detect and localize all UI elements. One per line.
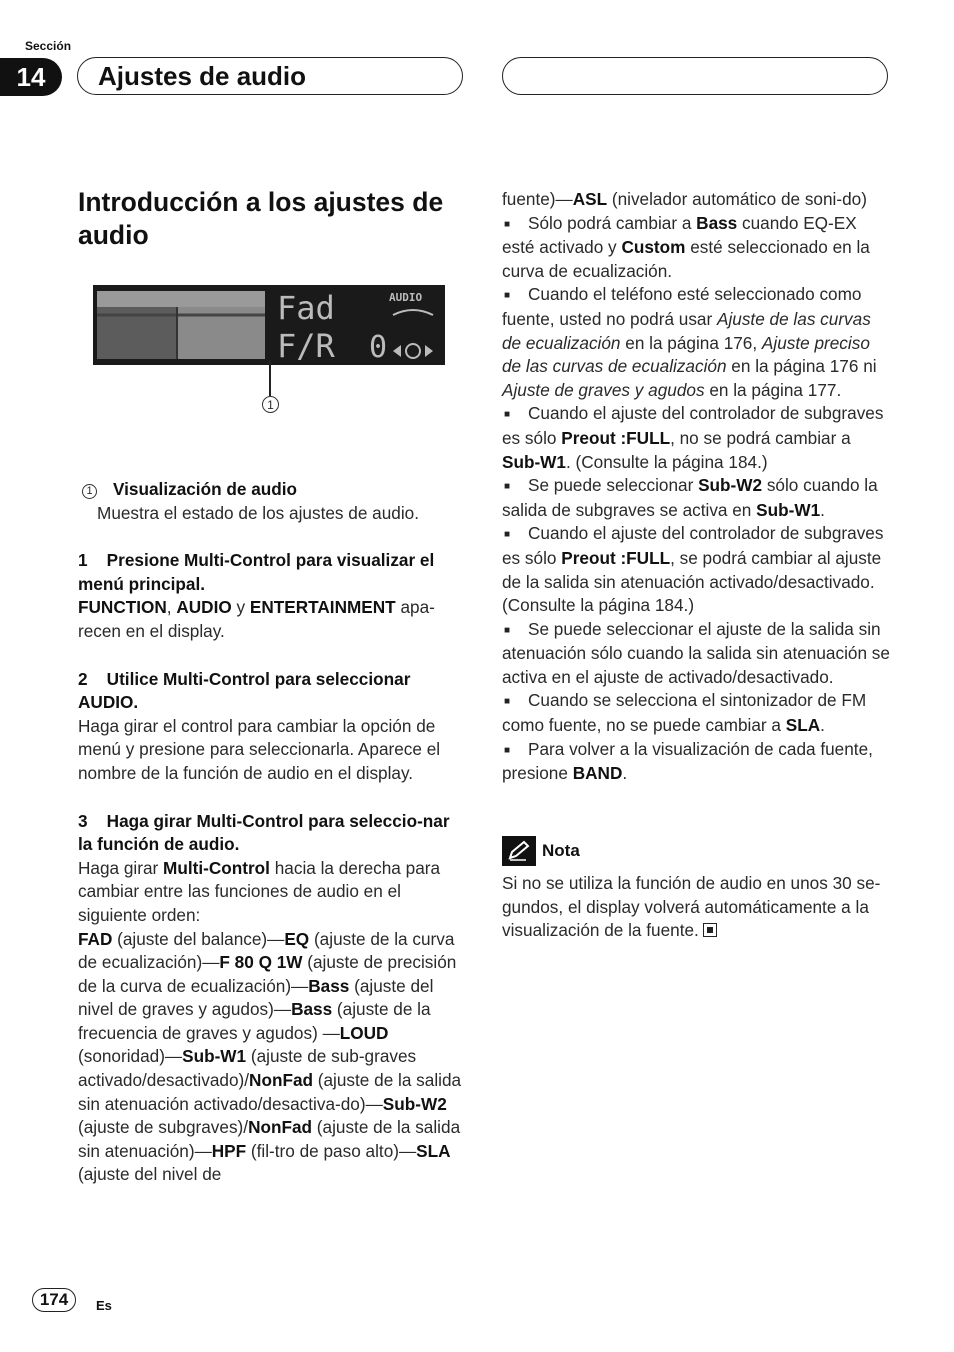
- note-bullet-2: ■ Cuando el teléfono esté seleccionado como fuente, usted no podrá usar Ajuste de las curvas de ecualización en la página 176, Ajuste preciso de las curvas de ecualización en la página 176 ni Ajuste de graves y agudos en la página 177.: [502, 283, 890, 402]
- step2-text: Haga girar el control para cambiar la opción de menú y presione para seleccionarla. Aparece el nombre de la función de audio en el display.: [78, 715, 441, 783]
- note-bullet-8: ■ Para volver a la visualización de cada fuente, presione BAND.: [502, 738, 890, 786]
- order-continued: fuente)—ASL (nivelador automático de soni-do): [502, 189, 867, 209]
- language-code: Es: [96, 1298, 112, 1313]
- step2-heading: 2 Utilice Multi-Control para seleccionar AUDIO.: [78, 668, 411, 713]
- header-empty-frame: [502, 57, 888, 95]
- section-label: Sección: [25, 39, 72, 53]
- display-line2: F/R: [277, 327, 335, 365]
- nota-text: Si no se utiliza la función de audio en unos 30 se-gundos, el display volverá automáticamente a la visualización de la fuente.: [502, 873, 881, 941]
- page-heading: Introducción a los ajustes de audio: [78, 187, 444, 250]
- section-title: Ajustes de audio: [98, 61, 307, 91]
- page-number: 174: [32, 1288, 76, 1312]
- display-value: 0: [369, 330, 388, 365]
- legend-text: Muestra el estado de los ajustes de audio.: [97, 502, 419, 523]
- heading-block: [78, 186, 466, 252]
- legend-number: 1: [82, 484, 97, 499]
- note-bullet-3: ■ Cuando el ajuste del controlador de subgraves es sólo Preout :FULL, no se podrá cambiar a Sub-W1. (Consulte la página 184.): [502, 402, 890, 474]
- section-number-badge: 14: [0, 58, 62, 96]
- end-mark-icon: [703, 923, 717, 937]
- note-bullet-1: ■ Sólo podrá cambiar a Bass cuando EQ-EX esté activado y Custom esté seleccionado en la curva de ecualización.: [502, 212, 890, 284]
- display-graphic: [93, 285, 445, 365]
- callout-line: [269, 360, 271, 396]
- audio-display-illustration: [93, 285, 445, 365]
- step3-heading: 3 Haga girar Multi-Control para seleccio-nar la función de audio.: [78, 810, 450, 855]
- step1-text: FUNCTION, AUDIO y ENTERTAINMENT apa-recen en el display.: [78, 597, 435, 641]
- note-bullet-7: ■ Cuando se selecciona el sintonizador de FM como fuente, no se puede cambiar a SLA.: [502, 689, 890, 737]
- callout-number: 1: [262, 396, 279, 413]
- step3-text: Haga girar Multi-Control hacia la derecha para cambiar entre las funciones de audio en el siguiente orden:: [78, 857, 441, 925]
- note-bullet-6: ■ Se puede seleccionar el ajuste de la salida sin atenuación sólo cuando la salida sin atenuación se activa en el ajuste de activado/desactivado.: [502, 618, 890, 690]
- nota-label: Nota: [542, 841, 580, 860]
- nota-block: [502, 872, 890, 943]
- left-column: [78, 478, 466, 1187]
- note-bullet-5: ■ Cuando el ajuste del controlador de subgraves es sólo Preout :FULL, se podrá cambiar al ajuste de la salida sin atenuación activado/desactivado. (Consulte la página 184.): [502, 522, 890, 617]
- step3-order: FAD (ajuste del balance)—EQ (ajuste de la curva de ecualización)—F 80 Q 1W (ajuste de precisión de la curva de ecualización)—Bass (ajuste del nivel de graves y agudos)—Bass (ajuste de la frecuencia de graves y agudos) —LOUD (sonoridad)—Sub-W1 (ajuste de sub-graves activado/desactivado)/NonFad (ajuste de la salida sin atenuación activado/desactiva-do)—Sub-W2 (ajuste de subgraves)/NonFad (ajuste de la salida sin atenuación)—HPF (fil-tro de paso alto)—SLA (ajuste del nivel de: [78, 928, 462, 1185]
- display-line1: Fad: [277, 289, 335, 327]
- display-audio-label: AUDIO: [389, 291, 423, 304]
- note-bullet-4: ■ Se puede seleccionar Sub-W2 sólo cuando la salida de subgraves se activa en Sub-W1.: [502, 474, 890, 522]
- step1-heading: 1 Presione Multi-Control para visualizar el menú principal.: [78, 550, 435, 594]
- right-column: [502, 188, 890, 786]
- pencil-icon: [502, 836, 536, 866]
- legend-title: 1 Visualización de audio: [78, 478, 466, 502]
